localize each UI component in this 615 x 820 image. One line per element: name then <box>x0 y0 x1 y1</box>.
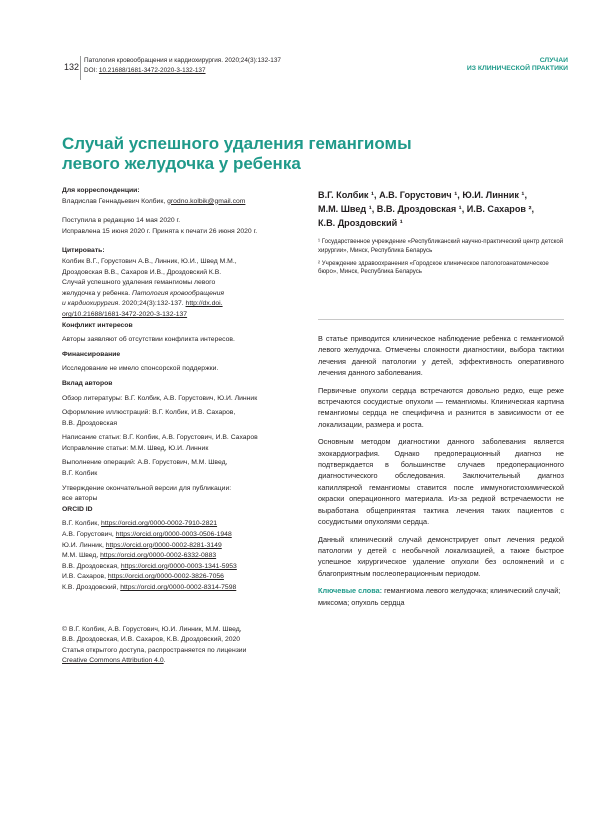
cite-line-1: Колбик В.Г., Горустович А.В., Линник, Ю.И., Швед М.М., <box>62 257 237 265</box>
contribution-line: В.В. Дроздовская <box>62 419 118 427</box>
orcid-link[interactable]: https://orcid.org/0000-0002-8314-7598 <box>120 584 237 591</box>
orcid-link[interactable]: https://orcid.org/0000-0002-7910-2821 <box>101 520 218 528</box>
journal-citation <box>84 56 281 76</box>
orcid-author: И.В. Сахаров, <box>62 573 108 581</box>
correspondence-heading: Для корреспонденции: <box>62 187 140 194</box>
conflict-heading: Конфликт интересов <box>62 321 133 329</box>
copyright-line-1: © В.Г. Колбик, А.В. Горустович, Ю.И. Линник, М.М. Швед, <box>62 625 242 633</box>
section-line-2: ИЗ КЛИНИЧЕСКОЙ ПРАКТИКИ <box>466 65 568 73</box>
orcid-author: Ю.И. Линник, <box>62 541 106 549</box>
cite-journal-cont: и кардиохирургия <box>62 300 119 308</box>
contribution-line: В.Г. Колбик <box>62 470 98 478</box>
orcid-entry <box>62 551 307 562</box>
doi-link[interactable]: 10.21688/1681-3472-2020-3-132-137 <box>98 67 206 74</box>
affiliation-2: ² Учреждение здравоохранения «Городское клиническое патологоанатомическое бюро», Минск, Республика Беларусь <box>318 259 549 276</box>
cite-line-3: Случай успешного удаления гемангиомы левого <box>62 279 216 287</box>
cite-line-5 <box>62 299 307 310</box>
abstract-paragraph: В статье приводится клиническое наблюдение ребенка с гемангиомой левого желудочка. Отмечены сложности диагностики, выбора тактики лечения данной патологии у детей, эффективность оперативного лечения данного заболевания. <box>318 334 564 378</box>
received-date: Поступила в редакцию 14 мая 2020 г. <box>62 217 181 225</box>
contribution-line: Обзор литературы: В.Г. Колбик, А.В. Горустович, Ю.И. Линник <box>62 394 258 402</box>
cite-issue: . 2020;24(3):132-137. <box>118 300 186 308</box>
abstract-paragraph: Данный клинический случай демонстрирует опыт лечения редкой патологии у детей с необычной локализацией, а также быстрое успешное хирургическое удаление опухоли без осложнений и с благоприятным послеоперационным периодом. <box>318 534 564 578</box>
orcid-heading: ORCID ID <box>62 505 93 513</box>
orcid-link[interactable]: https://orcid.org/0000-0002-8281-3149 <box>105 541 222 549</box>
orcid-entry <box>62 530 307 541</box>
abstract-paragraph: Первичные опухоли сердца встречаются довольно редко, еще реже встречаются сосудистые опухоли — гемангиомы. Клиническая картина гемангиомы сердца не специфична и разнится в зависимости от ее локализации, размера и роста. <box>318 385 564 429</box>
title-line-2: левого желудочка у ребенка <box>62 154 301 173</box>
contribution-line: Выполнение операций: А.В. Горустович, М.М. Швед, <box>62 459 228 467</box>
page-number: 132 <box>64 62 80 72</box>
copyright-line-2: В.В. Дроздовская, И.В. Сахаров, К.В. Дроздовский, 2020 <box>62 636 241 644</box>
orcid-entry <box>62 562 307 573</box>
funding-heading: Финансирование <box>62 350 121 358</box>
cite-line-2: Дроздовская В.В., Сахаров И.В., Дроздовский К.В. <box>62 268 222 276</box>
doi-line <box>84 66 281 76</box>
orcid-entry <box>62 519 307 530</box>
keywords-label: Ключевые слова: <box>318 586 383 596</box>
keywords-text: гемангиома левого желудочка; клинический случай; миксома; опухоль сердца <box>318 586 561 607</box>
author-list <box>318 188 566 231</box>
orcid-author: М.М. Швед, <box>62 552 101 560</box>
author-line-2: М.М. Швед ¹, В.В. Дроздовская ¹, И.В. Сахаров ², <box>318 204 535 215</box>
keywords <box>318 585 564 608</box>
orcid-link[interactable]: https://orcid.org/0000-0002-3826-7056 <box>107 573 224 581</box>
abstract-paragraph: Основным методом диагностики данного заболевания является эхокардиография. Однако предоперационный диагноз не подтверждается в большинстве случаев предоперационного диагностического обследования. Заключительный диагноз капиллярной гемангиомы ставится после иммуногистохимической окраски операционного материала. Из-за редкой встречаемости не выработана общепринятая тактика лечения таких пациентов с сосудистыми опухолями сердца. <box>318 437 564 527</box>
affiliations <box>318 238 566 281</box>
author-line-1: В.Г. Колбик ¹, А.В. Горустович ¹, Ю.И. Линник ¹, <box>318 190 527 200</box>
license-link[interactable]: Creative Commons Attribution 4.0 <box>62 657 164 665</box>
cite-heading: Цитировать: <box>62 247 105 255</box>
orcid-link[interactable]: https://orcid.org/0000-0003-1341-5953 <box>120 562 237 570</box>
title-line-1: Случай успешного удаления гемангиомы <box>62 134 412 153</box>
correspondence-line <box>62 197 307 208</box>
author-line-3: К.В. Дроздовский ¹ <box>318 218 403 229</box>
license-line: Статья открытого доступа, распространяется по лицензии <box>62 646 247 654</box>
funding-text: Исследование не имело спонсорской поддержки. <box>62 365 219 373</box>
orcid-author: А.В. Горустович, <box>62 531 116 539</box>
correspondence-email[interactable]: grodno.kolbik@gmail.com <box>167 197 246 205</box>
orcid-entry <box>62 572 307 583</box>
affiliation-1: ¹ Государственное учреждение «Республиканский научно-практический центр детской хирургии», Минск, Республика Беларусь <box>318 238 564 254</box>
orcid-author: В.Г. Колбик, <box>62 520 102 528</box>
cite-doi-link-cont[interactable]: org/10.21688/1681-3472-2020-3-132-137 <box>62 310 188 318</box>
contribution-line: все авторы <box>62 495 98 503</box>
orcid-author: В.В. Дроздовская, <box>62 562 121 570</box>
header-divider <box>80 56 81 80</box>
cite-text: желудочка у ребенка. <box>62 289 132 297</box>
conflict-text: Авторы заявляют об отсутствии конфликта интересов. <box>62 336 235 344</box>
orcid-entry <box>62 583 307 594</box>
contribution-heading: Вклад авторов <box>62 379 113 387</box>
section-label <box>467 57 568 74</box>
cite-doi-link[interactable]: http://dx.doi. <box>185 300 223 308</box>
contribution-line: Исправление статьи: М.М. Швед, Ю.И. Линник <box>62 444 209 452</box>
cite-journal: Патология кровообращения <box>131 289 224 297</box>
contribution-line: Написание статьи: В.Г. Колбик, А.В. Горустович, И.В. Сахаров <box>62 434 258 442</box>
abstract <box>318 333 564 614</box>
orcid-entry <box>62 541 307 552</box>
license-end: . <box>163 657 166 665</box>
license-link-line <box>62 656 307 667</box>
orcid-author: К.В. Дроздовский, <box>62 584 121 591</box>
abstract-divider <box>318 319 564 320</box>
cite-line-4 <box>62 289 307 300</box>
revised-date: Исправлена 15 июня 2020 г. Принята к печати 26 июня 2020 г. <box>62 227 258 235</box>
contribution-line: Оформление иллюстраций: В.Г. Колбик, И.В. Сахаров, <box>62 409 236 417</box>
journal-name: Патология кровообращения и кардиохирургия. 2020;24(3):132-137 <box>84 57 281 64</box>
orcid-link[interactable]: https://orcid.org/0000-0003-0506-1948 <box>115 531 232 539</box>
orcid-link[interactable]: https://orcid.org/0000-0002-6332-0883 <box>100 552 217 560</box>
article-info-column <box>62 186 307 667</box>
article-title <box>62 134 522 174</box>
doi-label: DOI: <box>84 67 99 74</box>
section-line-1: СЛУЧАИ <box>539 57 568 64</box>
contribution-line: Утверждение окончательной версии для публикации: <box>62 484 232 492</box>
correspondence-name: Владислав Геннадьевич Колбик, <box>62 197 168 205</box>
